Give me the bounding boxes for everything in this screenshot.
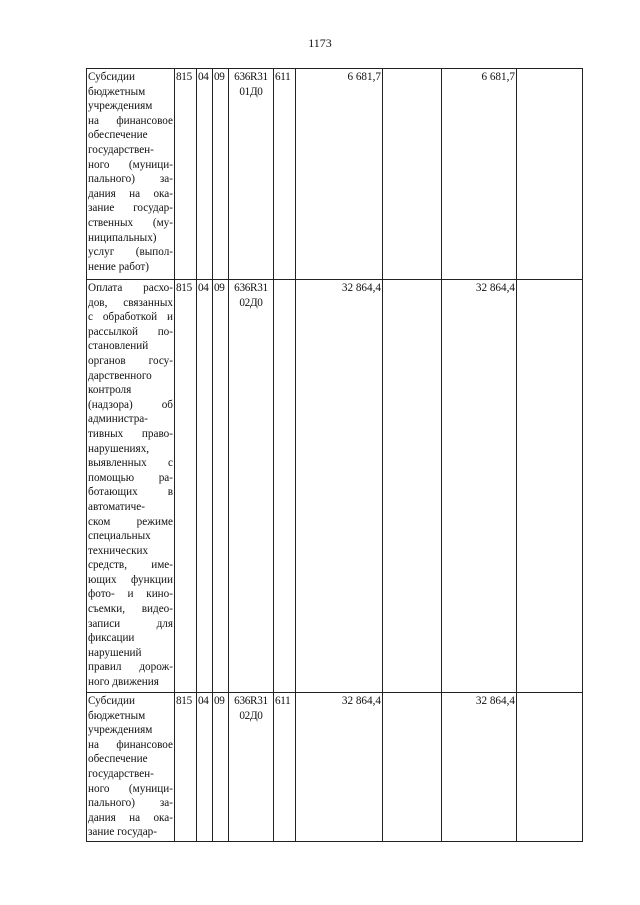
description-line: услуг (выпол-: [88, 246, 173, 259]
description-line: обеспечение: [88, 753, 148, 766]
description-line: помощью ра-: [88, 471, 173, 484]
description-line: ного (муници-: [88, 782, 173, 795]
subsection-code: 09: [213, 693, 229, 842]
expense-type-code: 611: [274, 693, 296, 842]
description-line: (надзора) об: [88, 398, 173, 411]
description-line: становлений: [88, 340, 149, 353]
description-line: дов, связанных: [88, 296, 173, 309]
amount-regional: 32 864,4: [442, 280, 517, 693]
amount-last: [517, 280, 583, 693]
target-article-code-part2: 02Д0: [239, 296, 263, 309]
description-line: бюджетным: [88, 709, 146, 722]
description-line: ного (муници-: [88, 158, 173, 171]
amount-last: [517, 69, 583, 280]
expense-type-code: 611: [274, 69, 296, 280]
description-line: специальных: [88, 530, 151, 543]
amount-last: [517, 693, 583, 842]
description-line: учреждениям: [88, 100, 153, 113]
description-line: на финансовое: [88, 738, 173, 751]
description-line: с обработкой и: [88, 311, 173, 324]
description-line: пального) за-: [88, 173, 173, 186]
description-line: нение работ): [88, 260, 150, 273]
description-line: средств, име-: [88, 559, 173, 572]
description-line: обеспечение: [88, 129, 148, 142]
description-line: дания на ока-: [88, 187, 173, 200]
description-line: на финансовое: [88, 114, 173, 127]
description-line: бюджетным: [88, 85, 146, 98]
page-number: 1173: [308, 36, 332, 50]
description-line: тивных право-: [88, 427, 173, 440]
description-line: Субсидии: [88, 695, 135, 707]
ministry-code: 815: [175, 69, 197, 280]
description-line: выявленных с: [88, 457, 173, 470]
section-code: 04: [197, 693, 213, 842]
description-line: дания на ока-: [88, 811, 173, 824]
row-description: [87, 69, 175, 280]
description-line: ском режиме: [88, 515, 173, 528]
description-line: Оплата расхо-: [88, 282, 173, 294]
table-body: [87, 69, 583, 842]
amount-total: 32 864,4: [296, 693, 383, 842]
description-line: администра-: [88, 413, 148, 426]
row-description: [87, 693, 175, 842]
description-line: государствен-: [88, 767, 154, 780]
description-line: нарушениях,: [88, 442, 150, 455]
description-line: технических: [88, 544, 149, 557]
amount-regional: 6 681,7: [442, 69, 517, 280]
description-line: нарушений: [88, 646, 142, 659]
ministry-code: 815: [175, 280, 197, 693]
target-article-code-part2: 02Д0: [239, 709, 263, 722]
row-description: [87, 280, 175, 693]
description-line: пального) за-: [88, 797, 173, 810]
description-line: съемки, видео-: [88, 603, 173, 616]
description-line: ющих функции: [88, 573, 173, 586]
description-line: ного движения: [88, 676, 159, 689]
description-line: зание государ-: [88, 826, 157, 839]
table-row: [87, 69, 583, 280]
description-line: фото- и кино-: [88, 588, 173, 601]
description-line: автоматиче-: [88, 500, 145, 513]
description-line: контроля: [88, 384, 132, 397]
target-article-code: [229, 693, 274, 842]
description-line: ственных (му-: [88, 216, 173, 229]
target-article-code-part2: 01Д0: [239, 85, 263, 98]
table-row: [87, 693, 583, 842]
expense-type-code: [274, 280, 296, 693]
target-article-code: [229, 280, 274, 693]
subsection-code: 09: [213, 280, 229, 693]
description-line: ботающих в: [88, 486, 173, 499]
amount-federal: [383, 280, 442, 693]
section-code: 04: [197, 69, 213, 280]
description-line: рассылкой по-: [88, 325, 173, 338]
amount-total: 6 681,7: [296, 69, 383, 280]
description-line: Субсидии: [88, 71, 135, 83]
description-line: учреждениям: [88, 724, 153, 737]
target-article-code-part1: 636R31: [234, 282, 268, 294]
target-article-code-part1: 636R31: [234, 71, 268, 83]
amount-regional: 32 864,4: [442, 693, 517, 842]
target-article-code: [229, 69, 274, 280]
description-line: дарственного: [88, 369, 152, 382]
description-line: правил дорож-: [88, 661, 173, 674]
description-line: фиксации: [88, 632, 135, 645]
description-line: ниципальных): [88, 231, 157, 244]
description-line: записи для: [88, 617, 173, 630]
amount-federal: [383, 69, 442, 280]
description-line: государствен-: [88, 143, 154, 156]
table-row: [87, 280, 583, 693]
section-code: 04: [197, 280, 213, 693]
budget-table: [86, 68, 583, 842]
amount-federal: [383, 693, 442, 842]
description-line: зание государ-: [88, 202, 173, 215]
description-line: органов госу-: [88, 354, 173, 367]
target-article-code-part1: 636R31: [234, 695, 268, 707]
ministry-code: 815: [175, 693, 197, 842]
amount-total: 32 864,4: [296, 280, 383, 693]
subsection-code: 09: [213, 69, 229, 280]
